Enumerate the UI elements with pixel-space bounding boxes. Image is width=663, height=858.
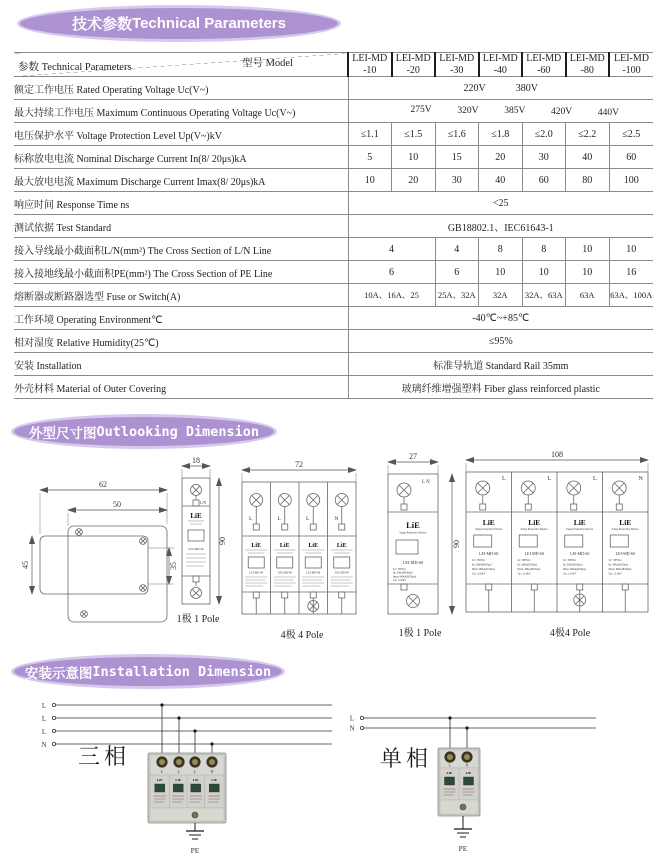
row-label: 工作环境 Operating Environment℃ — [14, 307, 348, 330]
cell-value: 60 — [609, 146, 653, 169]
svg-text:In: 30kA(8/20μs): In: 30kA(8/20μs) — [517, 563, 537, 567]
row-label: 测试依据 Test Standard — [14, 215, 348, 238]
cell-value: 10 — [479, 261, 523, 284]
spd-device-4pole-photo — [148, 753, 226, 823]
row-relative-humidity — [14, 330, 653, 353]
row-max-continuous-voltage — [14, 100, 653, 123]
cell-value: 8 — [479, 238, 523, 261]
cell-value: 32A — [479, 284, 523, 307]
cell-value: 10 — [566, 238, 610, 261]
svg-text:N: N — [334, 516, 339, 522]
model-col-header: LEI-MD -80 — [566, 53, 610, 77]
cell-value: 40 — [566, 146, 610, 169]
svg-text:LiE: LiE — [446, 771, 453, 775]
svg-text:LiE: LiE — [528, 518, 541, 527]
svg-text:Uc: 385Vac: Uc: 385Vac — [393, 568, 407, 571]
corner-model-label: 型号 Model — [241, 58, 293, 69]
cell-value: 10 — [609, 238, 653, 261]
svg-text:L: L — [593, 476, 597, 482]
svg-text:LiE: LiE — [190, 512, 202, 520]
model-col-header: LEI-MD -30 — [435, 53, 479, 77]
svg-text:L: L — [41, 702, 47, 710]
svg-text:PE: PE — [458, 844, 468, 853]
banner-en-text: Outlooking Dimension — [96, 423, 260, 440]
cell-value: 100 — [609, 169, 653, 192]
cell-value: ≤1.6 — [435, 123, 479, 146]
svg-text:Imax: 60kA(8/20μs): Imax: 60kA(8/20μs) — [608, 568, 632, 571]
single-phase-wiring-diagram — [338, 696, 638, 858]
svg-text:LEI-MD-60: LEI-MD-60 — [479, 551, 499, 556]
four-pole-72-drawing — [230, 460, 370, 635]
banner-zh-text: 外型尺寸图 — [28, 425, 97, 441]
cell-value: 40 — [479, 169, 523, 192]
banner-en-text: Technical Parameters — [132, 15, 286, 32]
banner-zh-text: 安装示意图 — [24, 665, 93, 681]
row-value: GB18802.1、IEC61643-1 — [348, 215, 653, 238]
svg-text:Surge Protective Device: Surge Protective Device — [566, 528, 594, 531]
tech-params-table — [14, 52, 653, 399]
model-col-header: LEI-MD -100 — [609, 53, 653, 77]
pe-ground-symbol — [186, 823, 204, 839]
svg-text:L/N: L/N — [200, 501, 207, 505]
svg-text:LiE: LiE — [482, 518, 495, 527]
row-response-time — [14, 192, 653, 215]
svg-text:Surge Protective Device: Surge Protective Device — [399, 531, 427, 535]
cell-value: 5 — [348, 146, 392, 169]
svg-text:L: L — [193, 769, 197, 774]
row-value: 275V 320V 385V 420V 440V — [348, 100, 653, 123]
row-label: 响应时间 Response Time ns — [14, 192, 348, 215]
svg-text:108: 108 — [551, 450, 563, 459]
svg-text:LiE: LiE — [406, 520, 420, 530]
cell-value: 15 — [435, 146, 479, 169]
side-view-drawing — [21, 476, 179, 638]
svg-text:72: 72 — [295, 460, 303, 469]
svg-text:L: L — [448, 762, 452, 768]
svg-text:Up: ≤2.0kV: Up: ≤2.0kV — [517, 572, 531, 576]
cell-value: 10 — [522, 261, 566, 284]
row-test-standard — [14, 215, 653, 238]
cell-value: 4 — [348, 238, 435, 261]
svg-text:Imax: 60kA(8/20μs): Imax: 60kA(8/20μs) — [393, 575, 416, 579]
svg-text:35: 35 — [169, 562, 178, 570]
svg-text:50: 50 — [113, 500, 121, 509]
svg-text:L: L — [41, 715, 47, 723]
section-banner-technical-parameters — [20, 8, 338, 39]
banner-zh-text: 技术参数 — [72, 16, 133, 33]
cell-value: 20 — [479, 146, 523, 169]
svg-text:Uc: 385Vac: Uc: 385Vac — [517, 559, 531, 562]
cell-value: ≤2.2 — [566, 123, 610, 146]
cell-value: 63A、100A — [609, 284, 653, 307]
cell-value: 10A、16A、25 — [348, 284, 435, 307]
svg-text:Imax: 60kA(8/20μs): Imax: 60kA(8/20μs) — [517, 568, 541, 571]
row-protection-level — [14, 123, 653, 146]
one-pole-27-drawing — [376, 452, 468, 634]
cell-value: 6 — [435, 261, 479, 284]
row-outer-material — [14, 376, 653, 399]
svg-text:L: L — [349, 714, 355, 723]
svg-text:LiE: LiE — [308, 543, 319, 549]
row-label: 标称放电电流 Nominal Discharge Current In(8/ 20μs)kA — [14, 146, 348, 169]
svg-text:In: 30kA(8/20μs): In: 30kA(8/20μs) — [563, 563, 583, 567]
row-value: 标准导轨道 Standard Rail 35mm — [348, 353, 653, 376]
three-phase-wiring-diagram — [22, 696, 342, 858]
pe-ground-symbol — [454, 816, 472, 837]
cell-value: 30 — [435, 169, 479, 192]
svg-text:27: 27 — [409, 452, 417, 461]
svg-text:In: 30kA(8/20μs): In: 30kA(8/20μs) — [608, 563, 628, 567]
cell-value: ≤2.0 — [522, 123, 566, 146]
section-banner-installation-dimension — [14, 657, 282, 686]
svg-text:L: L — [41, 728, 47, 736]
svg-text:In: 30kA(8/20μs): In: 30kA(8/20μs) — [393, 571, 413, 575]
row-label: 外壳材料 Material of Outer Covering — [14, 376, 348, 399]
svg-text:LEI-MD-60: LEI-MD-60 — [524, 551, 544, 556]
svg-text:LEI-MD-40: LEI-MD-40 — [188, 547, 204, 551]
svg-text:LiE: LiE — [156, 778, 163, 782]
svg-text:N: N — [349, 724, 355, 733]
svg-text:LEI-MD-40: LEI-MD-40 — [277, 570, 292, 575]
cell-value: 30 — [522, 146, 566, 169]
cell-value: ≤1.8 — [479, 123, 523, 146]
svg-text:Uc: 385Vac: Uc: 385Vac — [608, 559, 622, 562]
model-col-header: LEI-MD -40 — [479, 53, 523, 77]
cell-value: 25A、32A — [435, 284, 479, 307]
row-rated-voltage — [14, 77, 653, 100]
cell-value: 60 — [522, 169, 566, 192]
cell-value: 6 — [348, 261, 435, 284]
svg-text:LiE: LiE — [211, 778, 218, 782]
row-operating-environment — [14, 307, 653, 330]
svg-text:Surge Protective Device: Surge Protective Device — [611, 528, 639, 531]
row-label: 相对湿度 Relative Humidity(25℃) — [14, 330, 348, 353]
svg-text:N: N — [465, 762, 469, 768]
svg-text:45: 45 — [21, 561, 30, 569]
svg-text:Uc: 385Vac: Uc: 385Vac — [472, 559, 486, 562]
cell-value: 4 — [435, 238, 479, 261]
three-phase-label: 三相 — [78, 744, 131, 769]
row-label: 熔断器或断路器选型 Fuse or Switch(A) — [14, 284, 348, 307]
cell-value: ≤1.1 — [348, 123, 392, 146]
row-nominal-discharge-current — [14, 146, 653, 169]
row-ln-cross-section — [14, 238, 653, 261]
corner-param-label: 参数 Technical Parameters — [18, 62, 132, 73]
caption-1pole-27: 1极 1 Pole — [398, 628, 442, 639]
svg-text:Up: ≤2.0kV: Up: ≤2.0kV — [472, 572, 486, 576]
table-header-row — [14, 53, 653, 77]
cell-value: 63A — [566, 284, 610, 307]
svg-text:L: L — [306, 516, 310, 522]
svg-text:18: 18 — [192, 456, 200, 465]
svg-text:PE: PE — [190, 846, 200, 855]
row-label: 最大持续工作电压 Maximum Continuous Operating Voltage Uc(V~) — [14, 100, 348, 123]
svg-text:N: N — [41, 741, 47, 749]
svg-text:LEI-MD-60: LEI-MD-60 — [402, 560, 424, 565]
svg-text:LiE: LiE — [336, 543, 347, 549]
caption-4pole-108: 4极4 Pole — [549, 628, 591, 639]
svg-text:LEI-MD-60: LEI-MD-60 — [615, 551, 635, 556]
cell-value: ≤1.5 — [392, 123, 436, 146]
row-fuse-switch — [14, 284, 653, 307]
svg-text:90: 90 — [218, 537, 227, 545]
screw-marks — [76, 529, 147, 618]
svg-text:LEI-MD-40: LEI-MD-40 — [334, 570, 349, 575]
svg-text:Up: ≤2.0kV: Up: ≤2.0kV — [393, 579, 407, 583]
row-value: 玻璃纤维增强塑料 Fiber glass reinforced plastic — [348, 376, 653, 399]
caption-4pole-72: 4极 4 Pole — [280, 630, 324, 641]
table-corner-cell — [14, 53, 348, 77]
svg-text:L: L — [177, 769, 181, 774]
svg-text:N: N — [638, 476, 643, 482]
svg-text:L: L — [502, 476, 506, 482]
svg-text:LiE: LiE — [192, 778, 199, 782]
svg-text:90: 90 — [452, 540, 461, 548]
cell-value: 16 — [609, 261, 653, 284]
row-installation — [14, 353, 653, 376]
cell-value: 8 — [522, 238, 566, 261]
row-label: 最大放电电流 Maximum Discharge Current Imax(8/ 20μs)kA — [14, 169, 348, 192]
svg-text:LiE: LiE — [465, 771, 472, 775]
row-value: <25 — [348, 192, 653, 215]
caption-1pole-18: 1极 1 Pole — [176, 614, 220, 625]
model-col-header: LEI-MD -10 — [348, 53, 392, 77]
section-banner-outlooking-dimension — [14, 417, 274, 446]
svg-text:L: L — [277, 516, 281, 522]
cell-value: ≤2.5 — [609, 123, 653, 146]
svg-text:Up: ≤2.0kV: Up: ≤2.0kV — [563, 572, 577, 576]
row-label: 电压保护水平 Voltage Protection Level Up(V~)kV — [14, 123, 348, 146]
four-pole-108-drawing — [458, 450, 656, 632]
spd-device-2pole-photo — [438, 748, 480, 816]
svg-text:Uc: 385Vac: Uc: 385Vac — [563, 559, 577, 562]
row-label: 安装 Installation — [14, 353, 348, 376]
one-pole-18-drawing — [164, 456, 228, 626]
row-label: 额定工作电压 Rated Operating Voltage Uc(V~) — [14, 77, 348, 100]
svg-text:LiE: LiE — [251, 543, 262, 549]
row-value: 220V 380V — [348, 77, 653, 100]
row-label: 接入导线最小截面积L/N(mm²) The Cross Section of L/N Line — [14, 238, 348, 261]
svg-text:Imax: 60kA(8/20μs): Imax: 60kA(8/20μs) — [472, 568, 495, 571]
svg-text:62: 62 — [99, 480, 107, 489]
svg-text:LEI-MD-40: LEI-MD-40 — [249, 570, 264, 575]
model-col-header: LEI-MD -60 — [522, 53, 566, 77]
svg-text:LiE: LiE — [573, 518, 586, 527]
cell-value: 10 — [392, 146, 436, 169]
svg-text:LiE: LiE — [619, 518, 632, 527]
svg-text:LEI-MD-40: LEI-MD-40 — [306, 570, 321, 575]
svg-text:Imax: 60kA(8/20μs): Imax: 60kA(8/20μs) — [563, 568, 586, 571]
cell-value: 10 — [348, 169, 392, 192]
single-phase-label: 单相 — [380, 746, 433, 771]
svg-text:L: L — [160, 769, 164, 774]
svg-text:LiE: LiE — [175, 778, 182, 782]
row-value: ≤95% — [348, 330, 653, 353]
row-label: 接入接地线最小截面积PE(mm²) The Cross Section of PE Line — [14, 261, 348, 284]
svg-text:Up: ≤2.0kV: Up: ≤2.0kV — [608, 572, 622, 576]
cell-value: 32A、63A — [522, 284, 566, 307]
svg-text:L N: L N — [422, 480, 430, 485]
row-value: -40℃~+85℃ — [348, 307, 653, 330]
model-col-header: LEI-MD -20 — [392, 53, 436, 77]
svg-text:Surge Protective Device: Surge Protective Device — [520, 528, 548, 531]
cell-value: 80 — [566, 169, 610, 192]
svg-text:L: L — [249, 516, 253, 522]
cell-value: 20 — [392, 169, 436, 192]
banner-en-text: Installation Dimension — [92, 663, 272, 680]
svg-text:In: 30kA(8/20μs): In: 30kA(8/20μs) — [472, 563, 492, 567]
row-max-discharge-current — [14, 169, 653, 192]
cell-value: 10 — [566, 261, 610, 284]
row-pe-cross-section — [14, 261, 653, 284]
svg-text:N: N — [210, 769, 214, 774]
svg-text:L: L — [547, 476, 552, 482]
svg-text:LEI-MD-60: LEI-MD-60 — [570, 551, 590, 556]
svg-text:LiE: LiE — [279, 543, 290, 549]
svg-text:Surge Protective Device: Surge Protective Device — [475, 528, 503, 531]
